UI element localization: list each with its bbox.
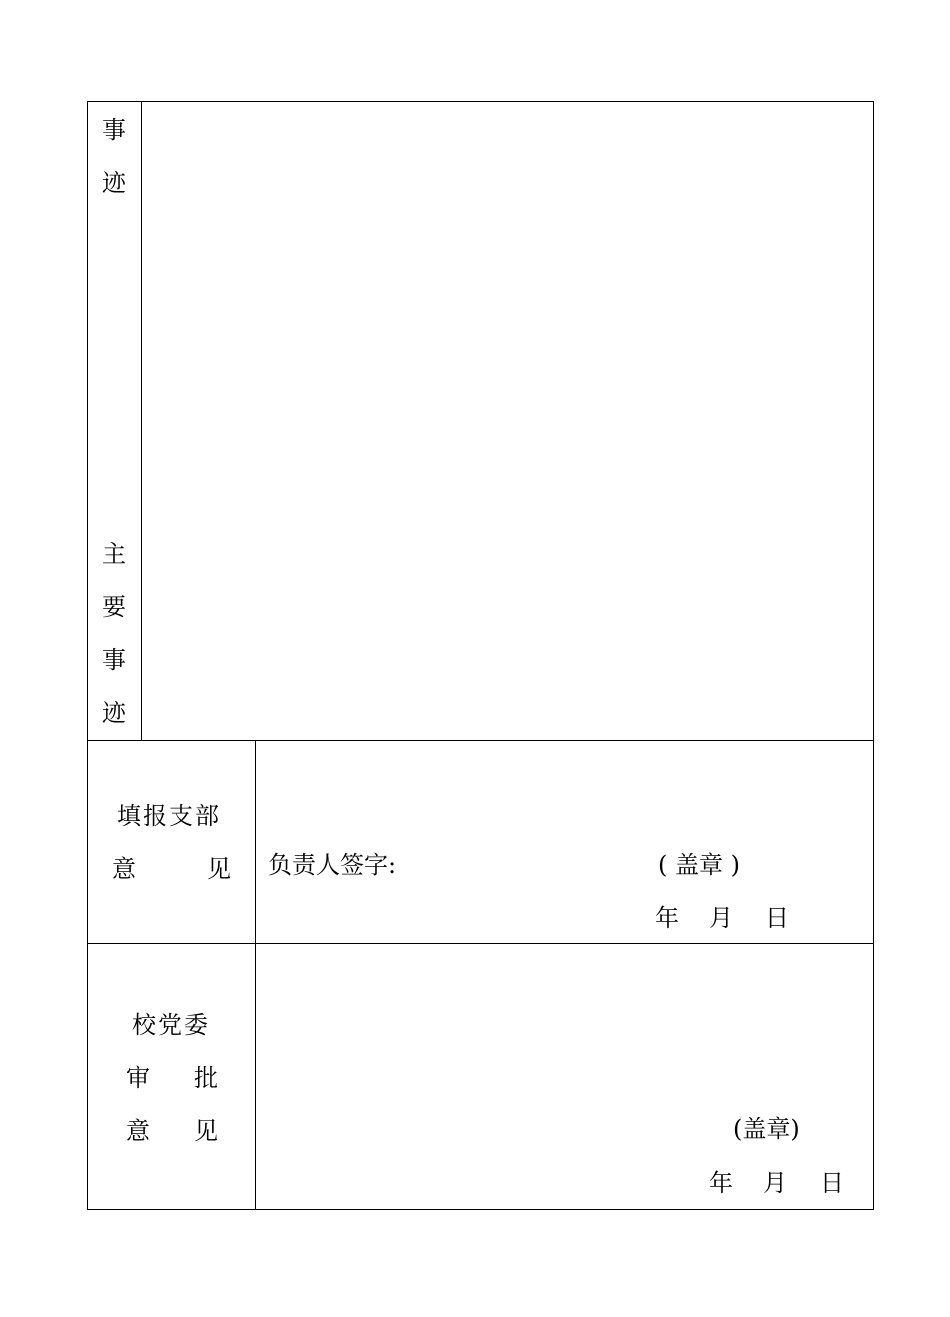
date-month: 月 (709, 904, 733, 932)
deeds-content-area[interactable] (142, 102, 874, 740)
committee-label-char: 审 (126, 1064, 150, 1092)
committee-date-day: 日 (820, 1169, 844, 1197)
form-table (87, 101, 874, 1210)
branch-opinion-label-char: 见 (207, 855, 231, 883)
deeds-label-char: 事 (102, 116, 126, 144)
main-deeds-label-char: 要 (102, 593, 126, 621)
signature-label: 负责人签字: (268, 851, 397, 879)
committee-label-char: 见 (194, 1117, 218, 1145)
branch-opinion-label-line1: 填报支部 (117, 802, 221, 830)
committee-label-char: 意 (126, 1117, 150, 1145)
deeds-label-char: 迹 (102, 169, 126, 197)
main-deeds-label-char: 事 (102, 646, 126, 674)
committee-seal-label: (盖章) (733, 1115, 800, 1143)
committee-label-char: 批 (194, 1064, 218, 1092)
date-year: 年 (655, 904, 679, 932)
main-deeds-label-char: 主 (102, 540, 126, 568)
main-deeds-label-char: 迹 (102, 699, 126, 727)
branch-opinion-label-char: 意 (112, 855, 136, 883)
seal-label: ( 盖章 ) (658, 851, 740, 879)
committee-date-month: 月 (763, 1169, 787, 1197)
date-day: 日 (765, 904, 789, 932)
committee-date-year: 年 (709, 1169, 733, 1197)
committee-label-line1: 校党委 (132, 1011, 210, 1039)
